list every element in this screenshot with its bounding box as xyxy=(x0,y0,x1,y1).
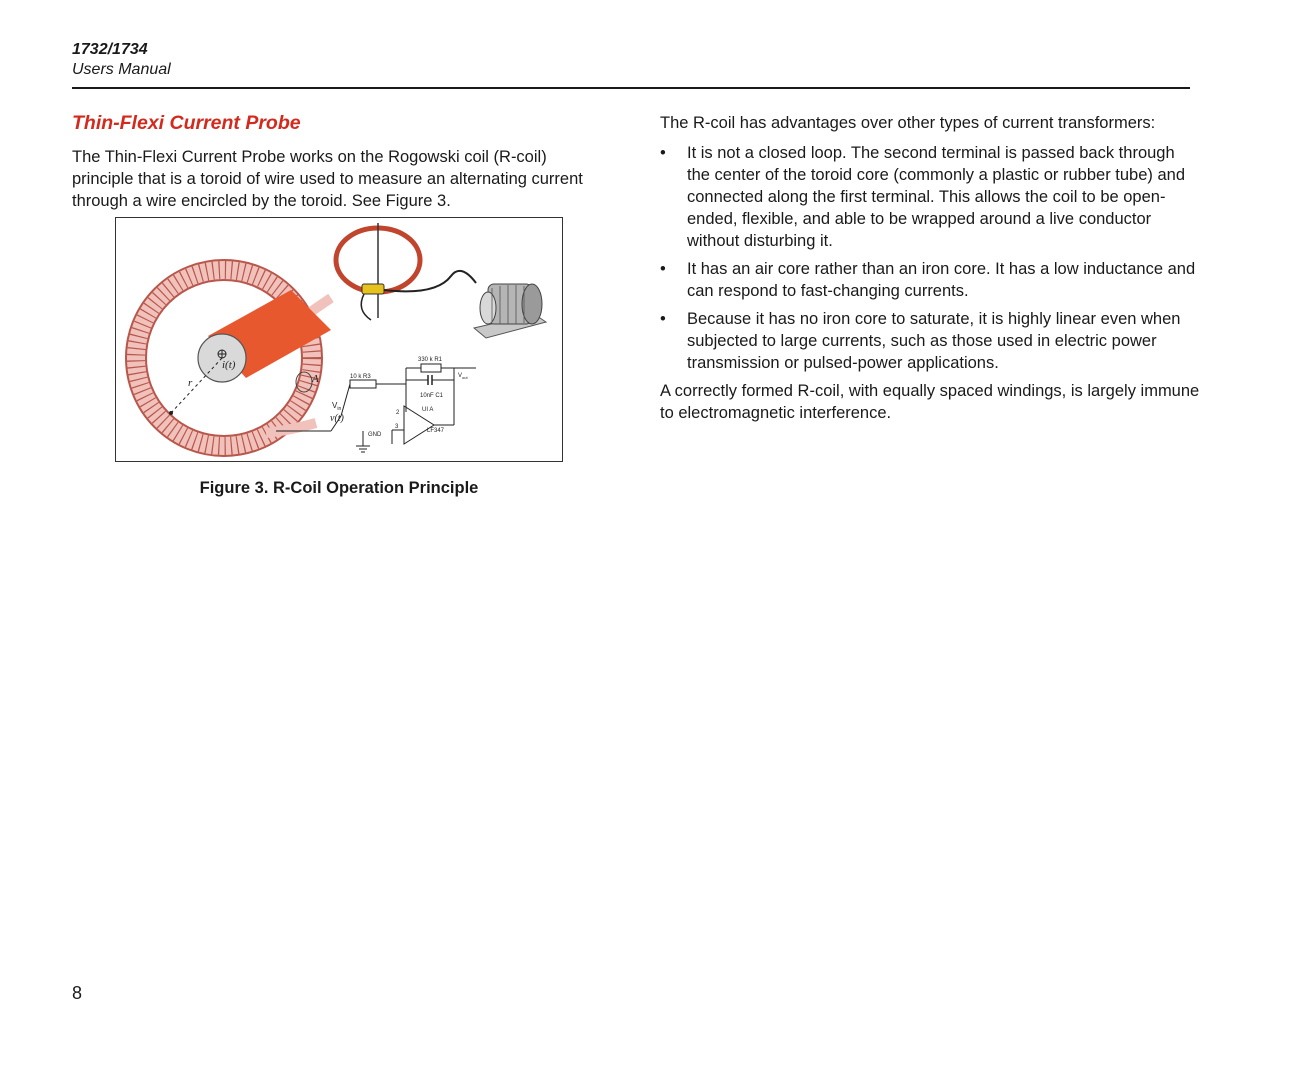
product-model: 1732/1734 xyxy=(72,41,148,58)
radius-label: r xyxy=(188,377,193,389)
c1-label: 10nF C1 xyxy=(420,393,444,399)
resistor-r3 xyxy=(350,380,376,388)
bullet-icon: • xyxy=(660,260,666,278)
current-label: i(t) xyxy=(222,359,236,371)
list-item: • It is not a closed loop. The second terminal is passed back through the center of the toroid core (commonly a plastic or rubber tube) and connected along the first terminal. This allows the coil to be open-ended, flexible, and able to be wrapped around a live conductor without disturbing it. xyxy=(660,144,1186,250)
vout-label: $V_{out}$ xyxy=(458,373,468,380)
list-item: • It has an air core rather than an iron core. It has a low inductance and can respond to fast-changing currents. xyxy=(660,260,1196,300)
closing-paragraph: A correctly formed R-coil, with equally spaced windings, is largely immune to electromagnetic interference. xyxy=(660,382,1200,422)
bullet-icon: • xyxy=(660,310,666,328)
header-divider xyxy=(72,87,1190,89)
probe-connector xyxy=(362,284,384,294)
manual-title: Users Manual xyxy=(72,61,171,78)
advantages-intro: The R-coil has advantages over other types of current transformers: xyxy=(660,114,1156,132)
left-column xyxy=(72,110,612,212)
opamp-label: UI A xyxy=(422,407,434,413)
vt-label: v(t) xyxy=(330,413,344,424)
resistor-r1 xyxy=(421,364,441,372)
advantages-list xyxy=(660,142,1200,374)
intro-paragraph: The Thin-Flexi Current Probe works on the Rogowski coil (R-coil) principle that is a toroid of wire used to measure an alternating current through a wire encircled by the toroid. See Figure 3. xyxy=(72,148,583,210)
svg-text:2: 2 xyxy=(396,410,400,416)
area-label: A xyxy=(312,373,319,385)
page-number: 8 xyxy=(72,983,83,1003)
bullet-icon: • xyxy=(660,144,666,162)
opamp-part-label: LF347 xyxy=(427,428,445,434)
right-column xyxy=(660,110,1200,424)
figure-3-illustration xyxy=(115,217,563,462)
gnd-label: GND xyxy=(368,432,382,438)
r-coil-diagram xyxy=(116,218,562,461)
section-title: Thin-Flexi Current Probe xyxy=(72,112,301,134)
vin-label: $V_{in}$ xyxy=(332,401,342,412)
r3-label: 10 k R3 xyxy=(350,374,371,380)
page-header xyxy=(72,40,171,80)
svg-text:3: 3 xyxy=(395,424,399,430)
list-item: • Because it has no iron core to saturate, it is highly linear even when subjected to large currents, such as those used in electric power transmission or pulsed-power applications. xyxy=(660,310,1181,372)
r1-label: 330 k R1 xyxy=(418,357,443,363)
figure-caption: Figure 3. R-Coil Operation Principle xyxy=(199,479,479,497)
